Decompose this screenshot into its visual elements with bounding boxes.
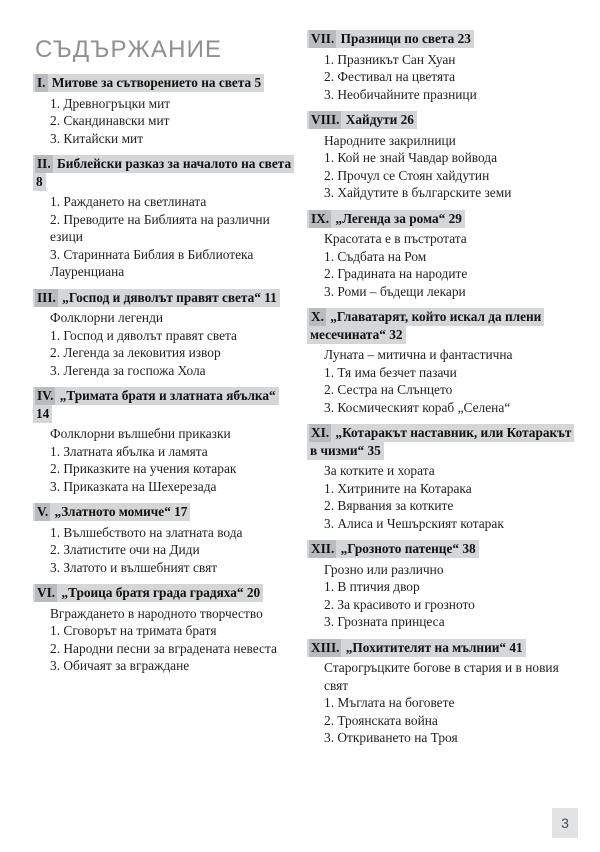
chapter-entry [304,540,578,631]
chapter-heading[interactable] [33,584,294,602]
chapter-heading[interactable] [33,387,294,422]
chapter-heading[interactable] [307,210,578,228]
chapter-numeral: XI. [311,425,330,440]
chapter-numeral: III. [37,289,56,305]
list-item[interactable]: 2. Градината на народите [324,266,468,281]
chapter-heading[interactable] [307,424,578,459]
list-item[interactable]: 2. Сестра на Слънцето [324,382,453,397]
chapter-entry-list [304,462,578,532]
chapter-numeral: VII. [311,31,335,46]
chapter-entry-list [30,309,294,379]
list-item[interactable]: 2. Приказките на учения котарак [50,461,237,476]
list-item[interactable]: 3. Китайски мит [50,130,144,146]
chapter-entry [30,155,294,281]
chapter-entry [30,503,294,576]
list-item[interactable]: 3. Алиса и Чешърският котарак [324,515,504,531]
chapter-entry [304,639,578,747]
list-item[interactable]: 2. Прочул се Стоян хайдутин [324,167,490,183]
chapter-heading-text: V. „Златното момиче“ 17 [33,503,190,521]
chapter-heading-text: I. Митове за сътворението на света 5 [33,74,264,92]
chapter-numeral: XIII. [311,639,340,655]
page-number-value: 3 [561,815,569,831]
chapter-numeral: V. [37,504,49,519]
chapter-entry-list [304,230,578,300]
list-item[interactable]: 1. Древногръцки мит [50,95,171,111]
chapter-entry-list [304,659,578,747]
chapter-heading[interactable] [33,289,294,307]
chapter-entry [30,387,294,495]
chapter-heading[interactable] [33,155,294,190]
list-item[interactable]: 1. Сговорът на тримата братя [50,623,217,638]
list-item[interactable]: Грозно или различно [324,561,444,577]
list-item[interactable]: 2. Фестивал на цветята [324,69,456,84]
list-item[interactable]: Луната – митична и фантастична [324,347,513,362]
column-right [302,30,578,755]
list-item[interactable]: 2. Троянската война [324,712,438,728]
chapter-heading-text: VI. „Троица братя града градяха“ 20 [33,584,263,602]
chapter-numeral: VI. [37,585,56,600]
chapter-entry-list [30,425,294,495]
chapter-numeral: IX. [311,210,330,226]
chapter-heading[interactable] [307,540,578,558]
chapter-numeral: XII. [311,541,335,556]
list-item[interactable]: 3. Хайдутите в българските земи [324,185,512,200]
chapter-numeral: VIII. [311,112,340,127]
list-item[interactable]: Фолклорни вълшебни приказки [50,426,231,441]
list-item[interactable]: 1. Раждането на светлината [50,194,207,209]
list-item[interactable]: 2. Преводите на Библията на различни езици [50,211,270,244]
chapter-heading-text: III. „Господ и дяволът правят света“ 11 [33,289,280,307]
list-item[interactable]: 3. Грозната принцеса [324,614,445,629]
chapter-entry [304,424,578,532]
list-item[interactable]: Старогръцките богове в стария и в новия свят [324,660,559,693]
list-item[interactable]: 2. Легенда за лековития извор [50,345,221,360]
chapter-heading-text: XII. „Грозното патенце“ 38 [307,540,479,558]
list-item[interactable]: 3. Обичаят за вграждане [50,658,190,673]
column-left [30,74,302,683]
chapter-heading-text: IX. „Легенда за рома“ 29 [307,210,465,228]
chapter-heading-text: IV. „Тримата братя и златната ябълка“ 14 [33,387,279,423]
chapter-entry-list [30,524,294,577]
list-item[interactable]: Фолклорни легенди [50,310,164,325]
list-item[interactable]: 1. Мъглата на боговете [324,695,455,710]
list-item[interactable]: 2. За красивото и грозното [324,596,475,612]
chapter-entry-list [30,95,294,148]
list-item[interactable]: 3. Откриването на Троя [324,730,458,745]
list-item[interactable]: 3. Старинната Библия в Библиотека Лауренциана [50,246,254,279]
chapter-heading[interactable] [33,503,294,521]
chapter-entry [304,30,578,103]
chapter-numeral: II. [37,156,51,171]
chapter-entry [304,210,578,301]
chapter-entry [30,74,294,147]
list-item[interactable]: За котките и хората [324,463,435,478]
list-item[interactable]: 1. Тя има безчет пазачи [324,364,457,380]
chapter-entry-list [304,51,578,104]
chapter-heading-text: II. Библейски разказ за началото на света 8 [33,155,294,191]
chapter-heading-text: VII. Празници по света 23 [307,30,474,48]
chapter-heading[interactable] [307,639,578,657]
list-item[interactable]: 2. Народни песни за вградената невеста [50,640,277,656]
list-item[interactable]: 3. Необичайните празници [324,86,477,102]
list-item[interactable]: 1. Господ и дяволът правят света [50,327,238,343]
chapter-entry [304,308,578,416]
chapter-entry-list [304,132,578,202]
chapter-heading[interactable] [307,308,578,343]
chapter-heading-text: XI. „Котаракът наставник, или Котаракът в чизми“ 35 [307,424,574,460]
chapter-numeral: I. [37,75,46,90]
chapter-heading[interactable] [307,111,578,129]
chapter-entry [30,584,294,675]
chapter-heading-text: X. „Главатарят, който искал да плени месечината“ 32 [307,308,544,344]
list-item[interactable]: Красотата е в пъстротата [324,231,467,246]
chapter-numeral: IV. [37,388,54,403]
chapter-entry-list [304,346,578,416]
chapter-entry-list [30,605,294,675]
chapter-numeral: X. [311,309,324,324]
list-item[interactable]: 1. Съдбата на Ром [324,248,427,264]
list-item[interactable]: 3. Приказката на Шехерезада [50,478,217,494]
list-item[interactable]: 1. Хитрините на Котарака [324,480,472,496]
list-item[interactable]: 1. Празникът Сан Хуан [324,51,456,67]
page-number [552,808,578,838]
list-item[interactable]: 1. Кой не знай Чавдар войвода [324,150,498,165]
list-item[interactable]: 1. Златната ябълка и ламята [50,443,208,459]
chapter-entry-list [304,561,578,631]
chapter-heading[interactable] [33,74,294,92]
chapter-entry-list [30,193,294,281]
list-item[interactable]: 2. Вярвания за котките [324,498,454,513]
list-item[interactable]: 3. Легенда за госпожа Хола [50,362,206,378]
list-item[interactable]: 2. Скандинавски мит [50,113,170,128]
list-item[interactable]: Вграждането в народното творчество [50,605,263,621]
list-item[interactable]: Народните закрилници [324,132,456,148]
chapter-heading-text: VIII. Хайдути 26 [307,111,417,129]
page-title: СЪДЪРЖАНИЕ [35,36,223,63]
list-item[interactable]: 1. В птичия двор [324,579,420,594]
list-item[interactable]: 2. Златистите очи на Диди [50,542,200,557]
list-item[interactable]: 3. Космическият кораб „Селена“ [324,399,511,415]
list-item[interactable]: 1. Вълшебството на златната вода [50,524,243,540]
chapter-heading-text: XIII. „Похитителят на мълнии“ 41 [307,639,526,657]
chapter-entry [30,289,294,380]
list-item[interactable]: 3. Златото и вълшебният свят [50,559,218,575]
list-item[interactable]: 3. Роми – бъдещи лекари [324,283,466,299]
chapter-entry [304,111,578,202]
chapter-heading[interactable] [307,30,578,48]
